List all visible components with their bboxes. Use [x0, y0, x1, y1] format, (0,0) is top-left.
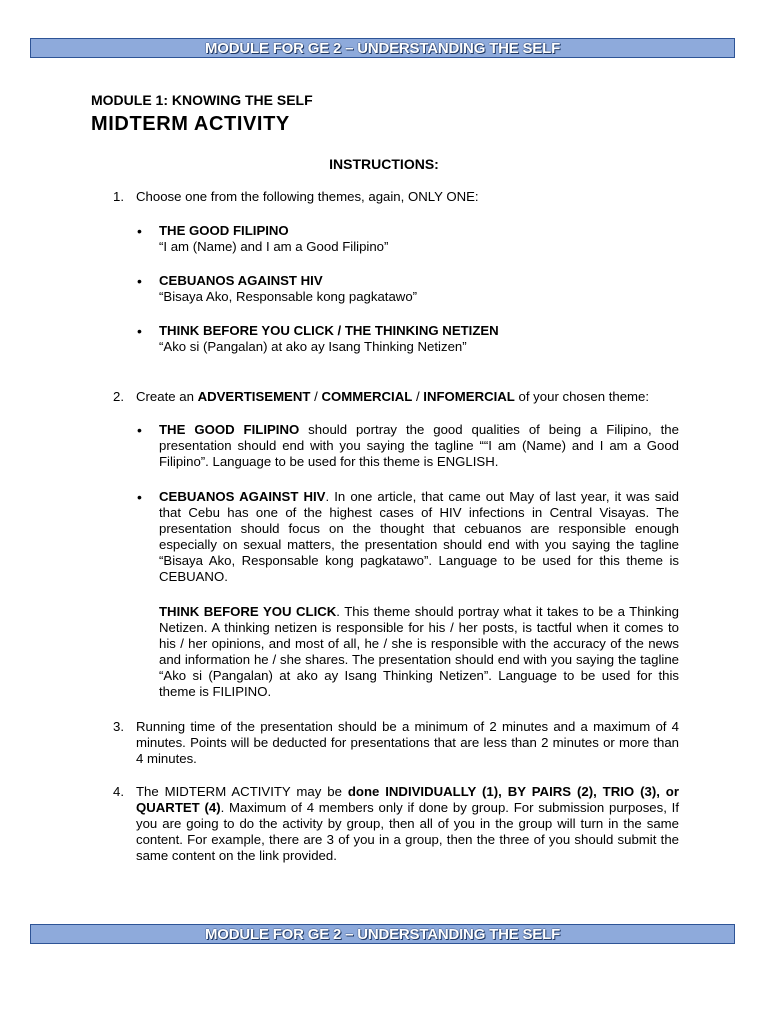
theme-description: . In one article, that came out May of last year, it was said that Cebu has one of the highest cases of HIV infections in Central Visayas. The presentation should focus on the thought that cebuanos are responsible enough especially on sexual matters, the presentation should end with you saying the tagline “Bisaya Ako, Responsable kong pagkatawo”. Language to be used for this theme is CEBUANO. — [159, 489, 679, 584]
item-text — [136, 784, 679, 864]
theme-title: THINK BEFORE YOU CLICK — [159, 604, 337, 619]
bullet-icon: • — [137, 422, 142, 438]
theme-title: THINK BEFORE YOU CLICK / THE THINKING NETIZEN — [159, 323, 499, 338]
bullet-icon: • — [137, 489, 142, 505]
separator: / — [412, 389, 424, 404]
header-banner: MODULE FOR GE 2 – UNDERSTANDING THE SELF — [30, 38, 735, 58]
module-title: MODULE 1: KNOWING THE SELF — [91, 92, 313, 108]
item-text: Choose one from the following themes, again, ONLY ONE: — [136, 189, 479, 204]
theme-title: THE GOOD FILIPINO — [159, 223, 289, 238]
item-text — [136, 389, 679, 405]
theme-item — [159, 273, 679, 305]
theme-detail — [159, 489, 679, 585]
theme-title: CEBUANOS AGAINST HIV — [159, 273, 323, 288]
format-label: INFOMERCIAL — [423, 389, 515, 404]
bullet-icon: • — [137, 223, 142, 239]
footer-banner: MODULE FOR GE 2 – UNDERSTANDING THE SELF — [30, 924, 735, 944]
item-text-part: of your chosen theme: — [514, 389, 650, 404]
theme-description: . This theme should portray what it takes to be a Thinking Netizen. A thinking netizen is responsible for his / her posts, is tactful when it comes to his / her opinions, and most of all, he / she is responsible with the accuracy of the news and information he / she shares. The presentation should end with you saying the tagline “Ako si (Pangalan) at ako ay Isang Thinking Netizen”. Language to be used for this theme is FILIPINO. — [159, 604, 679, 699]
item-number: 4. — [113, 784, 124, 799]
item-text-part: Create an — [136, 389, 198, 404]
activity-title: MIDTERM ACTIVITY — [91, 113, 290, 135]
theme-description: should portray the good qualities of being a Filipino, the presentation should end with you saying the tagline ““I am (Name) and I am a Good Filipino”. Language to be used for this theme is ENGLISH. — [159, 422, 679, 469]
theme-item — [159, 323, 679, 355]
group-options: done INDIVIDUALLY (1), BY PAIRS (2), TRIO (3), or QUARTET (4) — [136, 784, 679, 815]
theme-detail — [159, 604, 679, 700]
separator: / — [310, 389, 322, 404]
item-number: 3. — [113, 719, 124, 734]
item-text-part: . Maximum of 4 members only if done by group. For submission purposes, If you are going to do the activity by group, then all of you in the group will turn in the same content. For example, there are 3 of you in a group, then the three of you should submit the same content on the link provided. — [136, 800, 679, 863]
theme-tagline: “I am (Name) and I am a Good Filipino” — [159, 239, 389, 254]
item-number: 1. — [113, 189, 124, 204]
theme-item — [159, 223, 679, 255]
item-text-part: The MIDTERM ACTIVITY may be — [136, 784, 348, 799]
instructions-heading: INSTRUCTIONS: — [329, 156, 439, 172]
format-label: ADVERTISEMENT — [197, 389, 311, 404]
item-number: 2. — [113, 389, 124, 404]
item-text: Running time of the presentation should be a minimum of 2 minutes and a maximum of 4 minutes. Points will be deducted for presentations that are less than 2 minutes or more than 4 minutes. — [136, 719, 679, 766]
theme-tagline: “Bisaya Ako, Responsable kong pagkatawo” — [159, 289, 418, 304]
theme-title: CEBUANOS AGAINST HIV — [159, 489, 326, 504]
format-label: COMMERCIAL — [321, 389, 413, 404]
bullet-icon: • — [137, 323, 142, 339]
bullet-icon: • — [137, 273, 142, 289]
theme-tagline: “Ako si (Pangalan) at ako ay Isang Thinking Netizen” — [159, 339, 467, 354]
theme-title: THE GOOD FILIPINO — [159, 422, 300, 437]
theme-detail — [159, 422, 679, 470]
